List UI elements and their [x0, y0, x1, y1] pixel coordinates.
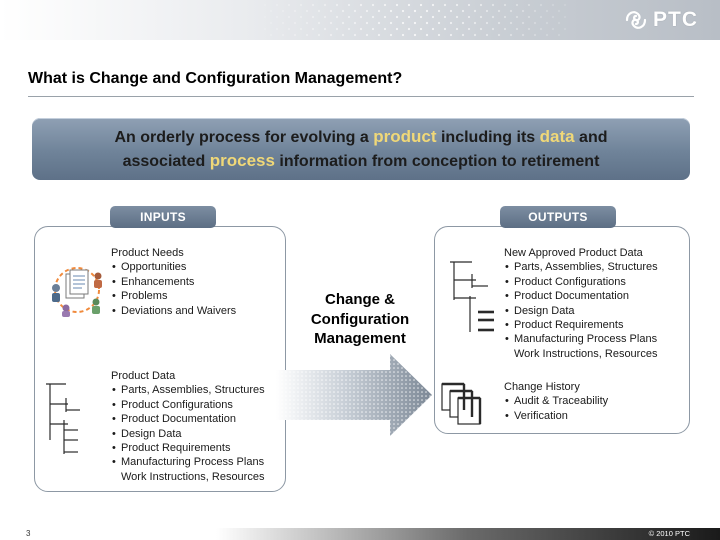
list-item: • Problems [111, 289, 281, 303]
change-history-block [504, 380, 674, 423]
list-item: • Manufacturing Process Plans [111, 455, 283, 469]
ptc-logo-text: PTC [653, 8, 698, 31]
dotted-arrow-icon [276, 354, 436, 436]
banner-highlight-process: process [209, 151, 275, 170]
banner-text: An orderly process for evolving a [114, 129, 374, 146]
center-process-label [292, 290, 428, 349]
change-history-list [504, 394, 674, 423]
list-item: • Deviations and Waivers [111, 304, 281, 318]
list-item: • Manufacturing Process Plans [504, 332, 688, 346]
page-number: 3 [26, 529, 31, 538]
header-bar [0, 0, 720, 40]
list-item: • Product Documentation [504, 289, 688, 303]
list-item: • Verification [504, 409, 674, 423]
list-item: • Product Requirements [504, 318, 688, 332]
product-data-block [111, 369, 283, 484]
banner-text: associated [122, 153, 210, 170]
list-item: • Product Documentation [111, 412, 283, 426]
ptc-logo [623, 7, 698, 33]
tree-structure-icon [448, 260, 498, 334]
new-approved-data-block [504, 246, 688, 361]
center-label-line: Management [314, 330, 406, 347]
page-title: What is Change and Configuration Management? [28, 70, 403, 87]
dot-pattern-decoration [250, 0, 580, 40]
product-data-continuation: Work Instructions, Resources [121, 470, 265, 483]
copyright-text: © 2010 PTC [648, 529, 690, 538]
tree-structure-icon [44, 382, 88, 456]
banner-line-1 [32, 125, 690, 149]
new-approved-data-title: New Approved Product Data [504, 247, 643, 259]
title-divider [28, 96, 694, 97]
people-document-cycle-icon [46, 262, 108, 318]
new-approved-data-continuation: Work Instructions, Resources [514, 347, 658, 360]
product-needs-block [111, 246, 281, 318]
product-needs-list [111, 260, 281, 318]
product-needs-title: Product Needs [111, 247, 184, 259]
inputs-tab: INPUTS [110, 206, 216, 228]
banner-text: including its [436, 129, 540, 146]
product-data-title: Product Data [111, 370, 176, 382]
new-approved-data-list [504, 260, 688, 346]
footer-bar [0, 528, 720, 540]
list-item: • Product Configurations [111, 398, 283, 412]
definition-banner [32, 118, 690, 180]
list-item: • Parts, Assemblies, Structures [111, 383, 283, 397]
list-item: • Product Configurations [504, 275, 688, 289]
product-data-list [111, 383, 283, 469]
list-item: • Product Requirements [111, 441, 283, 455]
outputs-tab: OUTPUTS [500, 206, 616, 228]
banner-highlight-product: product [373, 127, 437, 146]
ptc-logo-icon [623, 8, 649, 32]
banner-text: and [574, 129, 608, 146]
list-item: • Audit & Traceability [504, 394, 674, 408]
list-item: • Parts, Assemblies, Structures [504, 260, 688, 274]
banner-text: information from conception to retirement [274, 153, 600, 170]
list-item: • Design Data [111, 427, 283, 441]
banner-line-2 [32, 149, 690, 173]
document-stack-icon [440, 382, 490, 430]
list-item: • Opportunities [111, 260, 281, 274]
list-item: • Design Data [504, 304, 688, 318]
center-label-line: Change & [324, 291, 395, 308]
change-history-title: Change History [504, 381, 580, 393]
list-item: • Enhancements [111, 275, 281, 289]
center-label-line: Configuration [310, 310, 410, 328]
banner-highlight-data: data [539, 127, 575, 146]
